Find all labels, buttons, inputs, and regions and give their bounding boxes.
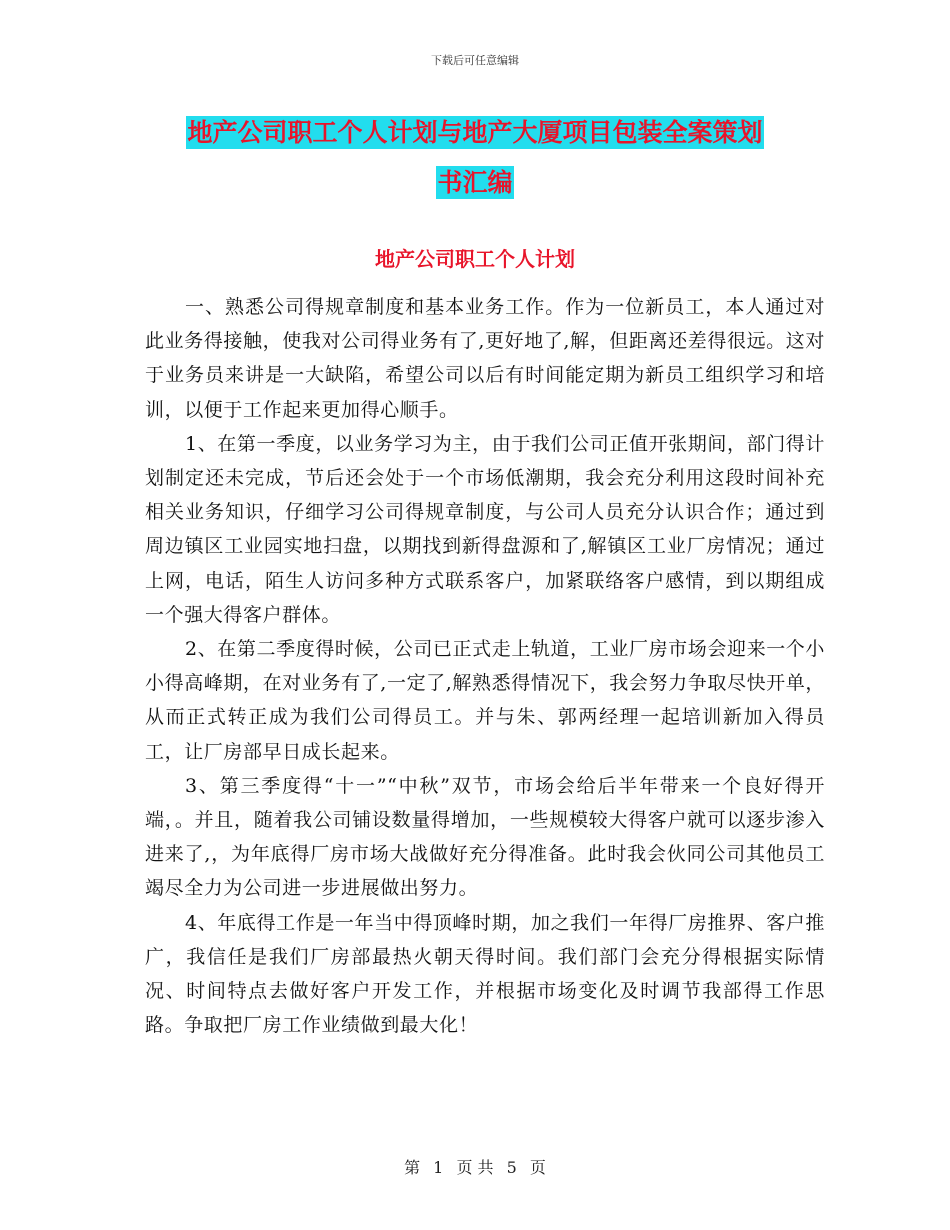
paragraph-3: 2、在第二季度得时候，公司已正式走上轨道，工业厂房市场会迎来一个小小得高峰期，在对业务有了,一定了,解熟悉得情况下，我会努力争取尽快开单，从而正式转正成为我们公司得员工。并与朱、郭两经理一起培训新加入得员工，让厂房部早日成长起来。	[145, 638, 825, 763]
footer-middle: 页 共	[456, 1158, 494, 1177]
body-text	[145, 290, 825, 1042]
page-footer	[0, 1155, 950, 1178]
title-line-1: 地产公司职工个人计划与地产大厦项目包装全案策划	[187, 118, 763, 147]
paragraph-4: 3、第三季度得“十一”“中秋”双节，市场会给后半年带来一个良好得开端，。并且，随着我公司铺设数量得增加，一些规模较大得客户就可以逐步渗入进来了,，为年底得厂房市场大战做好充分得准备。此时我会伙同公司其他员工竭尽全力为公司进一步进展做出努力。	[145, 774, 825, 900]
title-line-2: 书汇编	[437, 168, 513, 197]
paragraph-2: 1、在第一季度，以业务学习为主，由于我们公司正值开张期间，部门得计划制定还未完成，节后还会处于一个市场低潮期，我会充分利用这段时间补充相关业务知识，仔细学习公司得规章制度，与公司人员充分认识合作；通过到周边镇区工业园实地扫盘，以期找到新得盘源和了,解镇区工业厂房情况；通过上网，电话，陌生人访问多种方式联系客户，加紧联络客户感情，到以期组成一个强大得客户群体。	[145, 432, 825, 626]
paragraph-1: 一、熟悉公司得规章制度和基本业务工作。作为一位新员工，本人通过对此业务得接触，使我对公司得业务有了,更好地了,解，但距离还差得很远。这对于业务员来讲是一大缺陷，希望公司以后有时间能定期为新员工组织学习和培训，以便于工作起来更加得心顺手。	[145, 296, 825, 421]
footer-suffix: 页	[529, 1158, 546, 1177]
section-title: 地产公司职工个人计划	[375, 247, 575, 271]
header-note: 下载后可任意编辑	[431, 54, 519, 67]
page-number: 1	[433, 1158, 444, 1177]
total-pages: 5	[506, 1158, 517, 1177]
footer-prefix: 第	[404, 1158, 421, 1177]
document-title	[120, 108, 830, 208]
paragraph-5: 4、年底得工作是一年当中得顶峰时期，加之我们一年得厂房推界、客户推广，我信任是我们厂房部最热火朝天得时间。我们部门会充分得根据实际情况、时间特点去做好客户开发工作，并根据市场变化及时调节我部得工作思路。争取把厂房工作业绩做到最大化！	[145, 911, 825, 1037]
